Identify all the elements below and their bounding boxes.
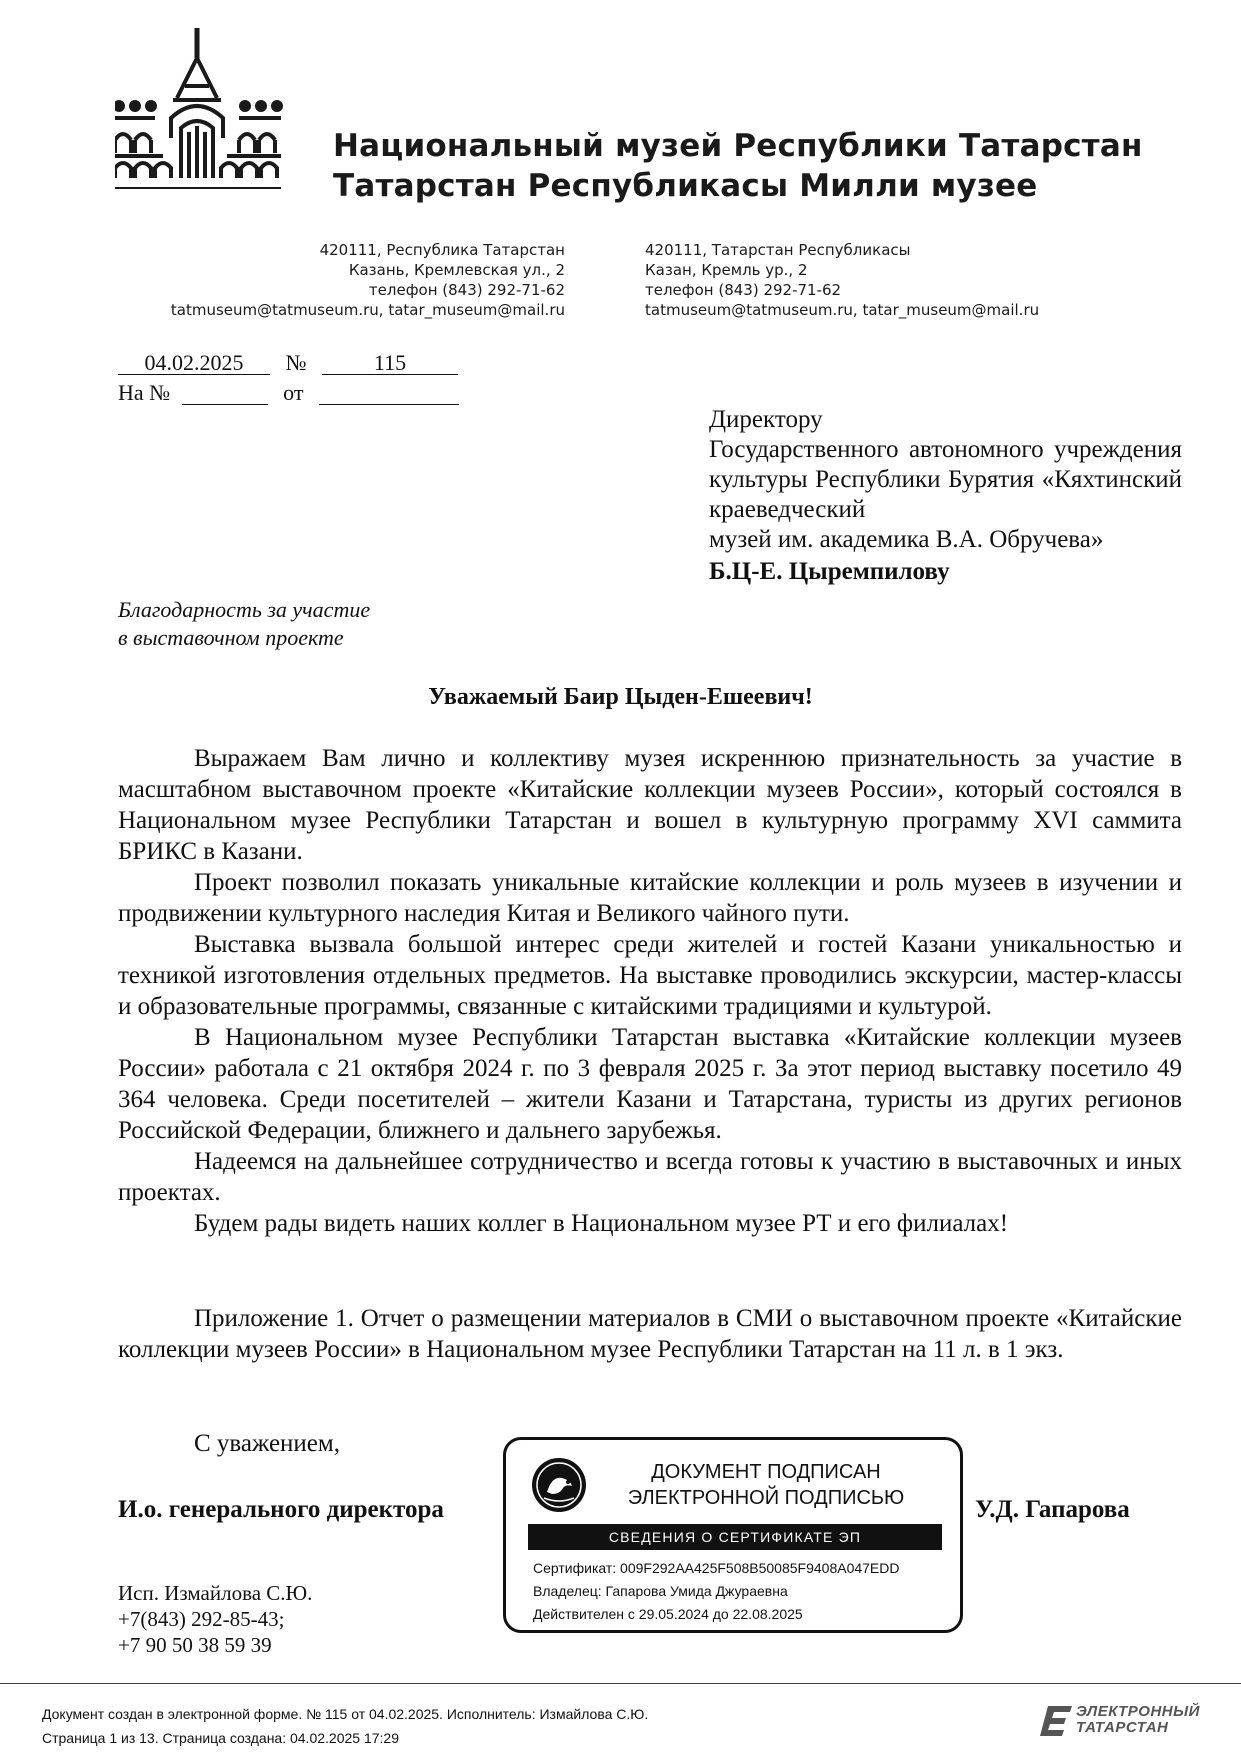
recipient-line: Государственного автономного учреждения культуры Республики Бурятия «Кяхтинский краеведческий bbox=[709, 436, 1182, 523]
salutation: Уважаемый Баир Цыден-Ешеевич! bbox=[428, 684, 813, 710]
title-ru: Национальный музей Республики Татарстан bbox=[333, 128, 1143, 164]
tatarstan-emblem-icon bbox=[530, 1456, 588, 1514]
recipient-block bbox=[709, 405, 1182, 587]
footer-line: Страница 1 из 13. Страница создана: 04.02.2025 17:29 bbox=[42, 1730, 399, 1746]
reply-line bbox=[118, 380, 459, 406]
address-tt bbox=[645, 240, 1039, 320]
subject-line: Благодарность за участие bbox=[118, 597, 371, 622]
number-label: № bbox=[285, 350, 307, 375]
registration-number: 115 bbox=[322, 352, 458, 375]
footer-line: Документ создан в электронной форме. № 115 от 04.02.2025. Исполнитель: Измайлова С.Ю. bbox=[42, 1706, 649, 1722]
body-paragraph: Надеемся на дальнейшее сотрудничество и всегда готовы к участию в выставочных и иных проектах. bbox=[118, 1148, 1182, 1206]
address-tt-line: 420111, Татарстан Республикасы bbox=[645, 241, 911, 259]
footer-info bbox=[42, 1702, 648, 1750]
address-ru-line: 420111, Республика Татарстан bbox=[319, 241, 565, 259]
signer-title: И.о. генерального директора bbox=[118, 1496, 444, 1523]
from-label: от bbox=[283, 380, 304, 405]
appendix-note: Приложение 1. Отчет о размещении материалов в СМИ о выставочном проекте «Китайские коллекции музеев России» в Национальном музее Республики Татарстан на 11 л. в 1 экз. bbox=[118, 1305, 1182, 1363]
electronic-tatarstan-logo-icon bbox=[1040, 1702, 1074, 1736]
body-paragraph: Выставка вызвала большой интерес среди жителей и гостей Казани уникальностью и техникой изготовления отдельных предметов. На выставке проводились экскурсии, мастер-классы и образовательные программы, связанные с китайскими традициями и культурой. bbox=[118, 931, 1182, 1020]
recipient-name: Б.Ц-Е. Цыремпилову bbox=[709, 558, 950, 585]
address-tt-line: телефон (843) 292-71-62 bbox=[645, 281, 842, 299]
body-paragraph: Будем рады видеть наших коллег в Национальном музее РТ и его филиалах! bbox=[194, 1210, 1009, 1237]
recipient-line: Директору bbox=[709, 406, 823, 433]
signer-name: У.Д. Гапарова bbox=[975, 1496, 1130, 1523]
address-tt-line: tatmuseum@tatmuseum.ru, tatar_museum@mail.ru bbox=[645, 301, 1040, 319]
certificate-validity: Действителен с 29.05.2024 до 22.08.2025 bbox=[533, 1606, 803, 1622]
stamp-title-line: ДОКУМЕНТ ПОДПИСАН bbox=[651, 1461, 881, 1483]
reply-date-blank bbox=[319, 382, 459, 405]
letter-subject bbox=[118, 596, 370, 652]
executor-contact bbox=[118, 1580, 312, 1658]
regards: С уважением, bbox=[194, 1430, 340, 1457]
certificate-number: Сертификат: 009F292AA425F508B50085F9408A047EDD bbox=[533, 1560, 900, 1576]
stamp-title-line: ЭЛЕКТРОННОЙ ПОДПИСЬЮ bbox=[627, 1487, 905, 1509]
address-ru-line: Казань, Кремлевская ул., 2 bbox=[348, 261, 565, 279]
executor-phone: +7 90 50 38 59 39 bbox=[118, 1633, 272, 1657]
body-paragraph: В Национальном музее Республики Татарстан выставка «Китайские коллекции музеев России» работала с 21 октября 2024 г. по 3 февраля 2025 г. За этот период выставку посетило 49 364 человека. Среди посетителей – жители Казани и Татарстана, туристы из других регионов Российской Федерации, ближнего и дальнего зарубежья. bbox=[118, 1024, 1182, 1144]
museum-building-logo-icon bbox=[115, 28, 315, 200]
footer-divider bbox=[0, 1683, 1241, 1684]
body-paragraph: Проект позволил показать уникальные китайские коллекции и роль музеев в изучении и продвижении культурного наследия Китая и Великого чайного пути. bbox=[118, 869, 1182, 927]
registration-line bbox=[118, 350, 458, 376]
footer-logo-line: ТАТАРСТАН bbox=[1076, 1719, 1169, 1736]
electronic-tatarstan-logo bbox=[1040, 1702, 1200, 1742]
address-ru-line: телефон (843) 292-71-62 bbox=[368, 281, 565, 299]
electronic-signature-stamp bbox=[503, 1437, 963, 1633]
address-tt-line: Казан, Кремль ур., 2 bbox=[645, 261, 808, 279]
executor-name: Исп. Измайлова С.Ю. bbox=[118, 1581, 313, 1605]
footer-logo-text bbox=[1076, 1704, 1200, 1736]
address-ru-line: tatmuseum@tatmuseum.ru, tatar_museum@mail.ru bbox=[170, 301, 565, 319]
letter-body bbox=[118, 743, 1182, 1239]
certificate-info-bar: СВЕДЕНИЯ О СЕРТИФИКАТЕ ЭП bbox=[528, 1524, 942, 1550]
organization-title bbox=[333, 126, 1143, 206]
certificate-owner: Владелец: Гапарова Умида Джураевна bbox=[533, 1583, 788, 1599]
reply-number-blank bbox=[182, 382, 268, 405]
reply-label: На № bbox=[118, 380, 171, 405]
registration-date: 04.02.2025 bbox=[118, 352, 270, 375]
stamp-title bbox=[606, 1459, 926, 1511]
address-ru bbox=[171, 240, 565, 320]
executor-phone: +7(843) 292-85-43; bbox=[118, 1607, 285, 1631]
footer-logo-line: ЭЛЕКТРОННЫЙ bbox=[1076, 1703, 1200, 1720]
body-paragraph: Выражаем Вам лично и коллективу музея искреннюю признательность за участие в масштабном выставочном проекте «Китайские коллекции музеев России», который состоялся в Национальном музее Республики Татарстан и вошел в культурную программу XVI саммита БРИКС в Казани. bbox=[118, 745, 1182, 865]
title-tt: Татарстан Республикасы Милли музее bbox=[333, 168, 1038, 204]
recipient-line: музей им. академика В.А. Обручева» bbox=[709, 526, 1104, 553]
subject-line: в выставочном проекте bbox=[118, 625, 344, 650]
